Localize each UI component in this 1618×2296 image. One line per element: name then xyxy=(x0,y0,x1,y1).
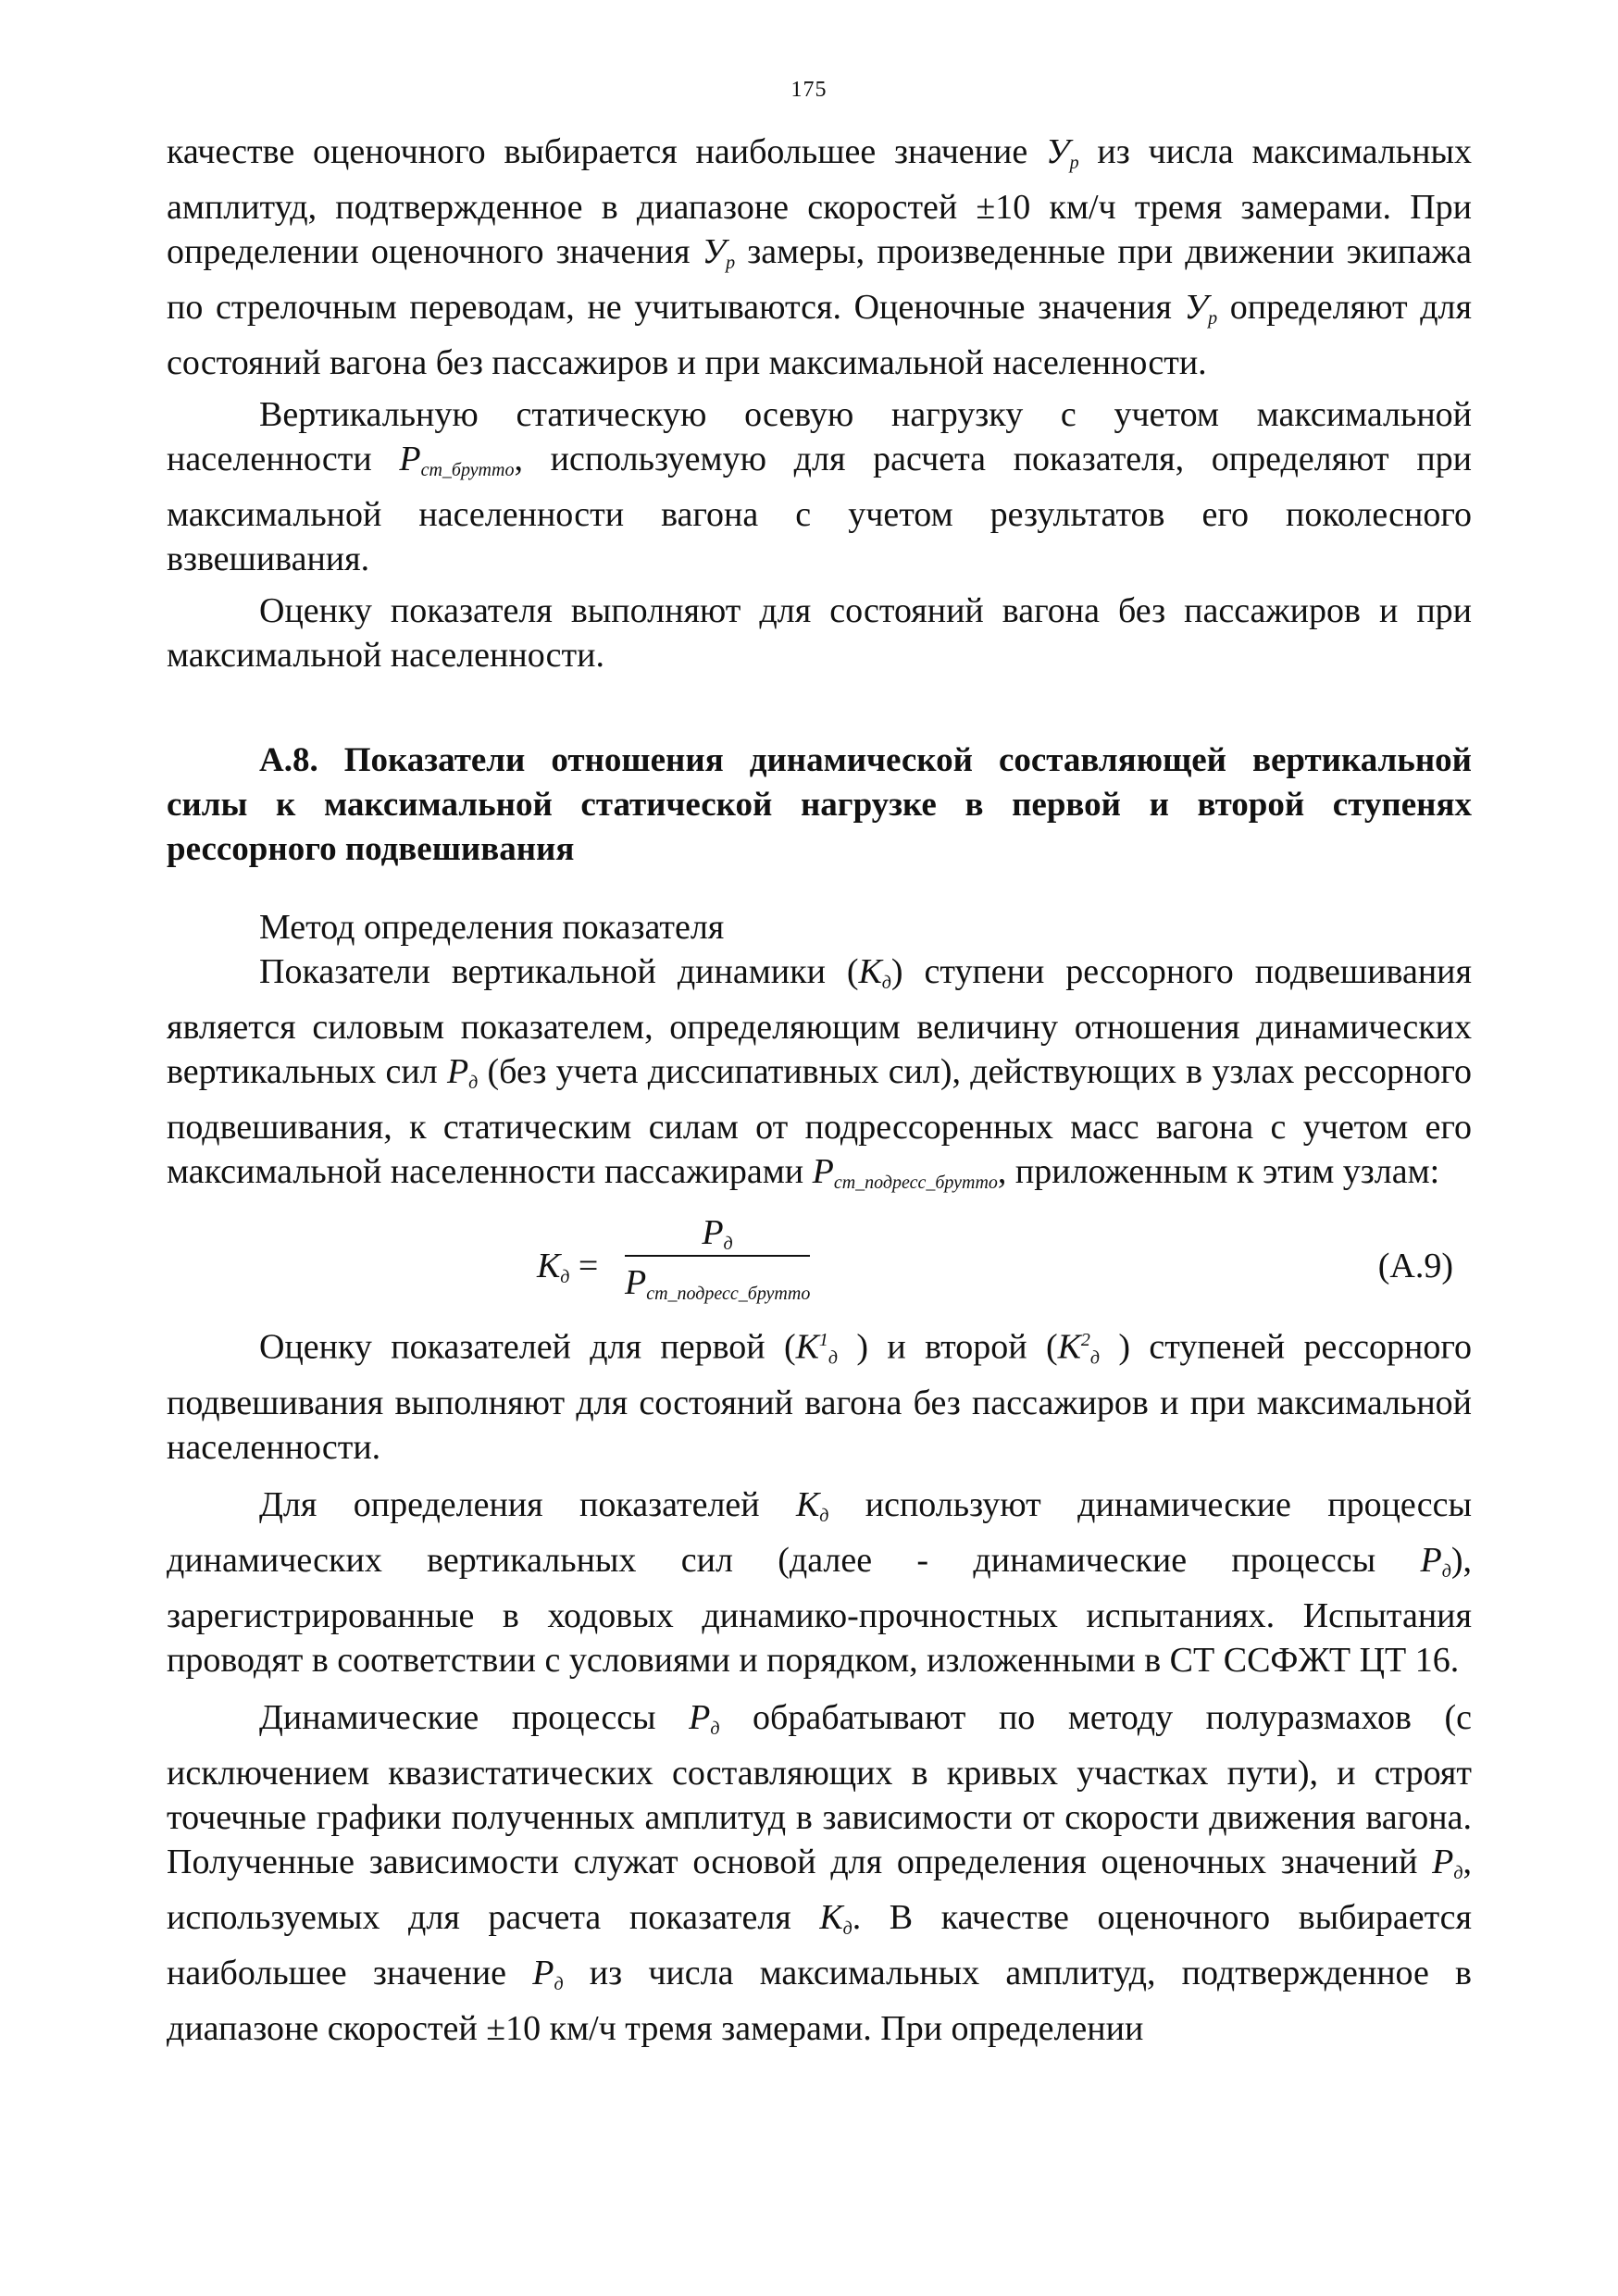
formula-expression xyxy=(537,1210,907,1312)
formula-label: (А.9) xyxy=(1377,1247,1453,1285)
paragraph-7: Динамические процессы $Р_д$ обрабатывают по методу полуразмахов (с исключением квазистатических составляющих в кривых участках пути), и строят точечные графики полученных амплитуд в зависимости от скорости движения вагона. Полученные зависимости служат основой для определения оценочных значений $Р_д$, используемых для расчета показателя $К_д$. В качестве оценочного выбирается наибольшее значение $Р_д$ из числа максимальных амплитуд, подтвержденное в диапазоне скоростей ±10 км/ч тремя замерами. При определении xyxy=(167,1697,1473,2048)
formula-numerator: $Р_д$ xyxy=(702,1213,733,1254)
formula-fraction xyxy=(625,1210,810,1316)
paragraph-2: Вертикальную статическую осевую нагрузку с учетом максимальной населенности $Р_{ст\_брутто}$, используемую для расчета показателя, определяют при максимальной населенности вагона с учетом результатов его поколесного взвешивания. xyxy=(167,395,1472,578)
page-body xyxy=(167,130,1472,2051)
paragraph-3: Оценку показателя выполняют для состояний вагона без пассажиров и при максимальной населенности. xyxy=(167,591,1472,675)
section-heading: А.8. Показатели отношения динамической составляющей вертикальной силы к максимальной статической нагрузке в первой и второй ступенях рессорного подвешивания xyxy=(167,741,1472,868)
formula-denominator: $Р_{ст\_подресс\_брутто}$ xyxy=(625,1263,811,1304)
paragraph-6: Для определения показателей $К_д$ используют динамические процессы динамических вертикальных сил (далее - динамические процессы $Р_д$), зарегистрированные в ходовых динамико-прочностных испытаниях. Испытания проводят в соответствии с условиями и порядком, изложенными в СТ ССФЖТ ЦТ 16. xyxy=(167,1484,1472,1680)
paragraph-4: Показатели вертикальной динамики $(К_д)$ ступени рессорного подвешивания является силовым показателем, определяющим величину отношения динамических вертикальных сил $Р_д$ (без учета диссипативных сил), действующих в узлах рессорного подвешивания, к статическим силам от подрессоренных масс вагона с учетом его максимальной населенности пассажирами $Р_{ст\_подресс\_брутто}$, приложенным к этим узлам: xyxy=(167,952,1472,1193)
paragraph-5: Оценку показателей для первой ($К^1_д$ ) и второй ($К^2_д$ ) ступеней рессорного подвешивания выполняют для состояний вагона без пассажиров и при максимальной населенности. xyxy=(167,1327,1472,1467)
method-subheading: Метод определения показателя xyxy=(259,908,725,947)
page-number: 175 xyxy=(790,78,828,102)
formula-lhs: $К_д$ = xyxy=(537,1247,599,1287)
fraction-bar xyxy=(625,1255,810,1257)
paragraph-1: качестве оценочного выбирается наибольшее значение $У_р$ из числа максимальных амплитуд, подтвержденное в диапазоне скоростей ±10 км/ч тремя замерами. При определении оценочного значения $У_р$ замеры, произведенные при движении экипажа по стрелочным переводам, не учитываются. Оценочные значения $У_р$ определяют для состояний вагона без пассажиров и при максимальной населенности. xyxy=(167,132,1473,382)
formula-a9 xyxy=(167,1210,1472,1312)
